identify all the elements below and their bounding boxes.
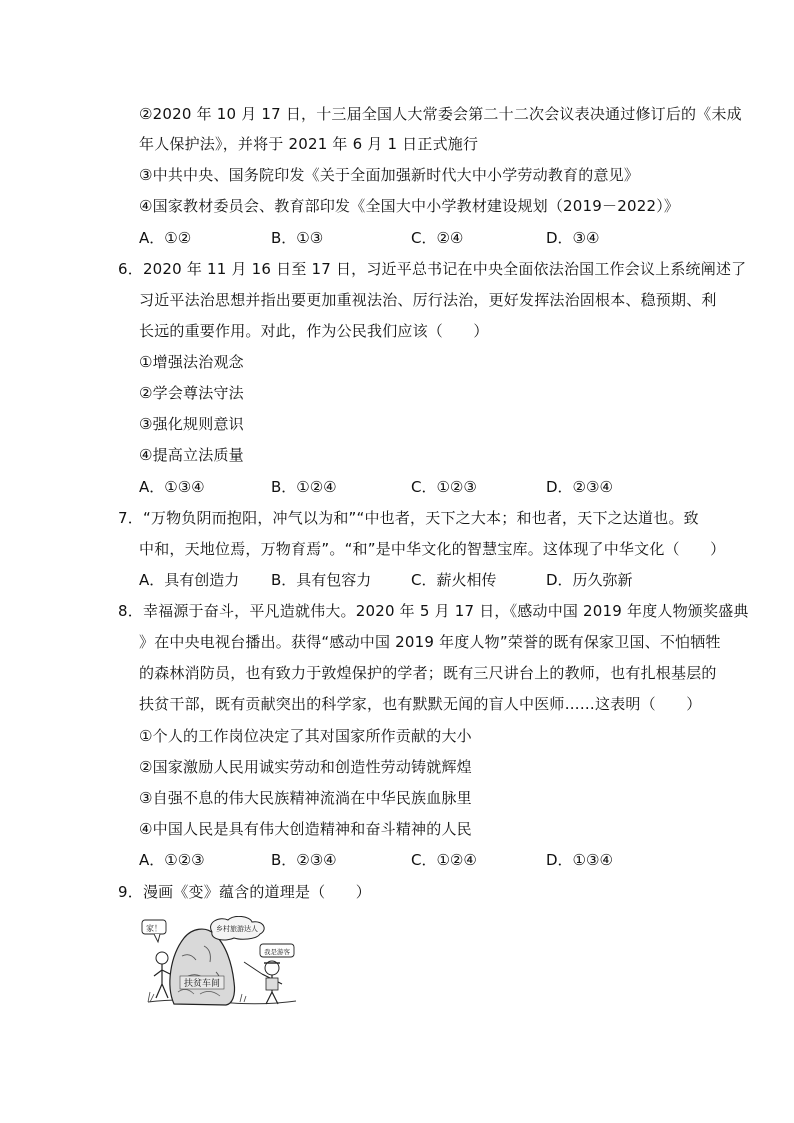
q7-stem-line-1: 7．“万物负阴而抱阳，冲气以为和”“中也者，天下之大本；和也者，天下之达道也。致	[118, 509, 699, 527]
q6-statement-3: ③强化规则意识	[139, 415, 244, 433]
q8-stem-line-2: 》在中央电视台播出。获得“感动中国 2019 年度人物”荣誉的既有保家卫国、不怕牺牲	[139, 633, 721, 651]
q6-statement-2: ②学会尊法守法	[139, 384, 244, 402]
q8-stem-line-4: 扶贫干部，既有贡献突出的科学家，也有默默无闻的盲人中医师……这表明（ ）	[139, 695, 702, 713]
q8-statement-4: ④中国人民是具有伟大创造精神和奋斗精神的人民	[139, 820, 472, 838]
q6-option-b: B．①②④	[271, 478, 337, 496]
q7-option-d: D．历久弥新	[546, 571, 633, 589]
q7-stem-line-2: 中和，天地位焉，万物育焉”。“和”是中华文化的智慧宝库。这体现了中华文化（ ）	[139, 540, 726, 558]
q7-option-b: B．具有包容力	[271, 571, 372, 589]
q5-option-d: D．③④	[546, 229, 600, 247]
right-speech-text: 我是游客	[264, 948, 290, 956]
q8-option-a: A．①②③	[139, 851, 205, 869]
q8-option-b: B．②③④	[271, 851, 337, 869]
q5-option-b: B．①③	[271, 229, 324, 247]
q8-option-d: D．①③④	[546, 851, 613, 869]
q8-statement-3: ③自强不息的伟大民族精神流淌在中华民族血脉里	[139, 789, 472, 807]
q6-option-c: C．①②③	[411, 478, 477, 496]
q5-statement-4: ④国家教材委员会、教育部印发《全国大中小学教材建设规划（2019－2022）》	[139, 197, 680, 215]
q9-stem: 9．漫画《变》蕴含的道理是（ ）	[118, 883, 371, 901]
q8-statement-2: ②国家激励人民用诚实劳动和创造性劳动铸就辉煌	[139, 758, 472, 776]
q6-option-a: A．①③④	[139, 478, 205, 496]
q8-option-c: C．①②④	[411, 851, 477, 869]
q6-stem-line-2: 习近平法治思想并指出要更加重视法治、厉行法治，更好发挥法治固根本、稳预期、利	[139, 291, 717, 309]
q6-stem-line-3: 长远的重要作用。对此，作为公民我们应该（ ）	[139, 322, 489, 340]
q5-statement-3: ③中共中央、国务院印发《关于全面加强新时代大中小学劳动教育的意见》	[139, 166, 640, 184]
q6-statement-1: ①增强法治观念	[139, 353, 244, 371]
q5-option-a: A．①②	[139, 229, 192, 247]
q5-statement-2-line-2: 年人保护法》，并将于 2021 年 6 月 1 日正式施行	[139, 135, 479, 153]
q6-statement-4: ④提高立法质量	[139, 446, 244, 464]
q7-option-c: C．薪火相传	[411, 571, 497, 589]
q6-option-d: D．②③④	[546, 478, 613, 496]
q8-statement-1: ①个人的工作岗位决定了其对国家所作贡献的大小	[139, 727, 472, 745]
q7-option-a: A．具有创造力	[139, 571, 240, 589]
q8-stem-line-3: 的森林消防员，也有致力于敦煌保护的学者；既有三尺讲台上的教师，也有扎根基层的	[139, 664, 717, 682]
left-speech-text: 家！	[146, 924, 162, 933]
cartoon-illustration	[140, 916, 298, 1010]
q8-stem-line-1: 8．幸福源于奋斗，平凡造就伟大。2020 年 5 月 17 日，《感动中国 2019 年度人物颁奖盛典	[118, 602, 749, 620]
rock-label: 扶贫车间	[183, 979, 221, 989]
q5-statement-2-line-1: ②2020 年 10 月 17 日，十三届全国人大常委会第二十二次会议表决通过修订后的《未成	[139, 105, 742, 123]
q6-stem-line-1: 6．2020 年 11 月 16 日至 17 日，习近平总书记在中央全面依法治国工作会议上系统阐述了	[118, 260, 747, 278]
cloud-text: 乡村旅游达人	[216, 925, 258, 933]
q5-option-c: C．②④	[411, 229, 464, 247]
